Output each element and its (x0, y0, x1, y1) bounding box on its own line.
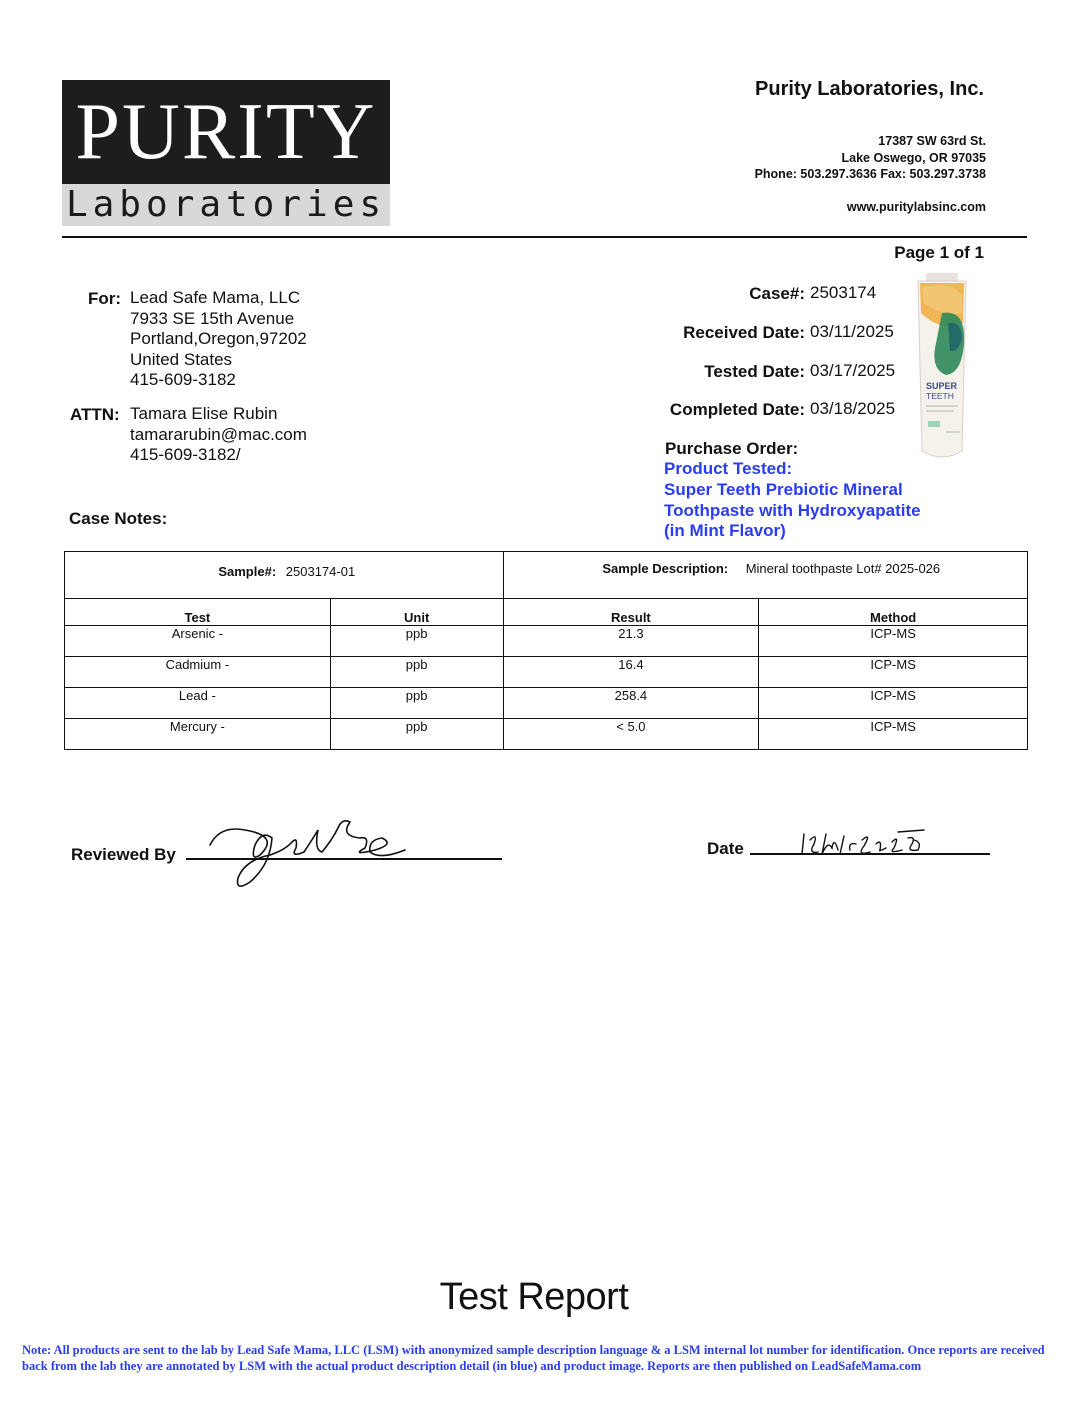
received-date: 03/11/2025 (810, 322, 894, 341)
test-name: Lead - (65, 688, 331, 719)
test-name: Cadmium - (65, 657, 331, 688)
table-row (65, 688, 1028, 719)
sample-row (65, 552, 1028, 599)
client-line: Portland,Oregon,97202 (130, 329, 307, 348)
sample-cell (65, 552, 504, 599)
for-label: For: (88, 289, 122, 308)
company-phone-fax: Phone: 503.297.3636 Fax: 503.297.3738 (754, 167, 986, 181)
test-method: ICP-MS (759, 657, 1028, 688)
product-name-line: Super Teeth Prebiotic Mineral (664, 479, 903, 499)
handwritten-date (798, 822, 928, 862)
column-header: Result (503, 599, 759, 626)
received-label: Received Date: (683, 323, 805, 342)
test-result: 16.4 (503, 657, 759, 688)
date-label: Date (707, 839, 744, 858)
product-name-line: Toothpaste with Hydroxyapatite (664, 500, 921, 520)
client-line: 415-609-3182 (130, 370, 236, 389)
product-image-brand-sub: TEETH (926, 391, 954, 401)
test-unit: ppb (330, 719, 503, 750)
test-result: 21.3 (503, 626, 759, 657)
table-row (65, 657, 1028, 688)
product-image (912, 273, 972, 465)
header-rule (62, 236, 1027, 238)
client-line: Lead Safe Mama, LLC (130, 288, 301, 307)
tested-date: 03/17/2025 (810, 361, 896, 380)
table-header-row (65, 599, 1028, 626)
client-address (130, 288, 307, 391)
page-number: Page 1 of 1 (894, 243, 984, 262)
case-label: Case#: (749, 284, 805, 303)
results-table (64, 551, 1028, 750)
column-header: Method (759, 599, 1028, 626)
test-unit: ppb (330, 657, 503, 688)
attn-phone: 415-609-3182/ (130, 445, 241, 464)
reviewed-by-label: Reviewed By (71, 845, 176, 864)
test-name: Mercury - (65, 719, 331, 750)
sample-label: Sample#: (218, 564, 277, 579)
logo-purity: PURITY (62, 80, 390, 184)
attn-block (130, 404, 307, 466)
company-street: 17387 SW 63rd St. (878, 134, 986, 148)
test-name: Arsenic - (65, 626, 331, 657)
sample-number: 2503174-01 (285, 564, 356, 579)
column-header: Unit (330, 599, 503, 626)
case-number: 2503174 (810, 283, 877, 302)
test-result: < 5.0 (503, 719, 759, 750)
reviewer-signature (200, 800, 420, 895)
product-tested-label: Product Tested: (664, 459, 793, 478)
logo-laboratories: Laboratories (62, 184, 390, 226)
table-row (65, 719, 1028, 750)
client-line: United States (130, 349, 233, 369)
test-method: ICP-MS (759, 626, 1028, 657)
test-method: ICP-MS (759, 688, 1028, 719)
attn-email: tamararubin@mac.com (130, 424, 307, 444)
sample-description-label: Sample Description: (602, 561, 729, 576)
tested-label: Tested Date: (704, 362, 805, 381)
completed-label: Completed Date: (669, 400, 805, 419)
product-name-line: (in Mint Flavor) (664, 521, 786, 541)
attn-label: ATTN: (70, 405, 120, 424)
company-website: www.puritylabsinc.com (846, 200, 986, 214)
case-notes-label: Case Notes: (69, 509, 168, 528)
attn-name: Tamara Elise Rubin (130, 404, 278, 423)
test-unit: ppb (330, 626, 503, 657)
test-unit: ppb (330, 688, 503, 719)
report-title: Test Report (439, 1276, 629, 1318)
lsm-footnote: Note: All products are sent to the lab by Lead Safe Mama, LLC (LSM) with anonymized sample description language & a LSM internal lot number for identification. Once reports are received back from the lab they are annotated by LSM with the actual product description detail (in blue) and product image. Reports are then published on LeadSafeMama.com (22, 1343, 1045, 1373)
test-method: ICP-MS (759, 719, 1028, 750)
sample-description: Mineral toothpaste Lot# 2025-026 (745, 561, 941, 576)
column-header: Test (65, 599, 331, 626)
product-image-brand: SUPER (926, 381, 958, 391)
table-row (65, 626, 1028, 657)
completed-date: 03/18/2025 (810, 399, 896, 418)
company-name: Purity Laboratories, Inc. (755, 78, 984, 100)
client-line: 7933 SE 15th Avenue (130, 308, 295, 328)
test-result: 258.4 (503, 688, 759, 719)
product-tested (664, 459, 921, 542)
sample-description-cell (503, 552, 1027, 599)
company-city: Lake Oswego, OR 97035 (841, 151, 986, 165)
purchase-order-label: Purchase Order: (665, 439, 799, 458)
